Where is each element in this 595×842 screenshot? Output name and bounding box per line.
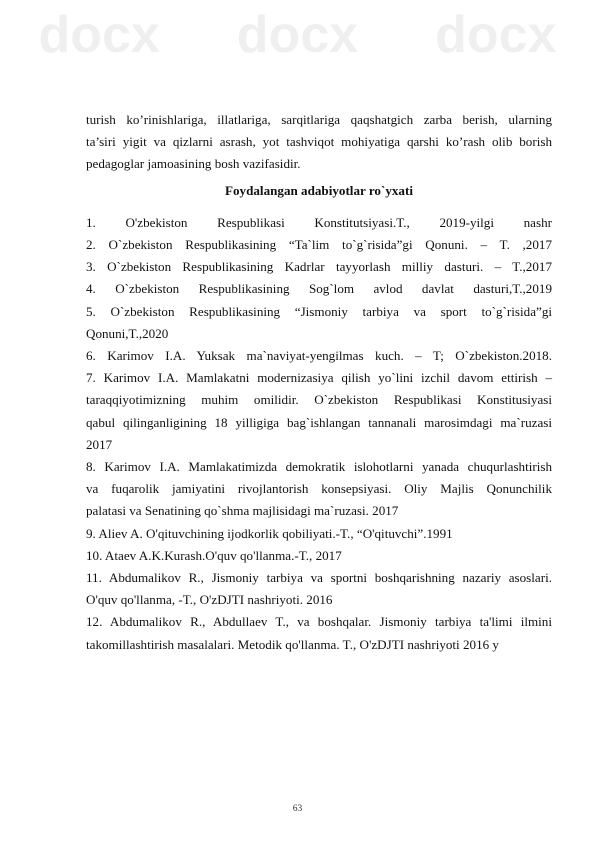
intro-line: turish ko’rinishlariga, illatlariga, sarqitlariga qaqshatgich zarba berish, ularning bbox=[86, 112, 552, 127]
reference-line: palatasi va Senatining qo`shma majlisidagi ma`ruzasi. 2017 bbox=[86, 503, 399, 519]
reference-line: 11. Abdumalikov R., Jismoniy tarbiya va sportni boshqarishning nazariy asoslari. bbox=[86, 570, 552, 586]
reference-line: 7. Karimov I.A. Mamlakatni modernizasiya qilish yo`lini izchil davom ettirish – bbox=[86, 370, 552, 386]
watermark-text: docx bbox=[435, 6, 557, 64]
watermark bbox=[0, 0, 595, 70]
reference-line: 6. Karimov I.A. Yuksak ma`naviyat-yengilmas kuch. – T; O`zbekiston.2018. bbox=[86, 348, 552, 364]
reference-line: 8. Karimov I.A. Mamlakatimizda demokratik islohotlarni yanada chuqurlashtirish bbox=[86, 459, 552, 475]
reference-line: 9. Aliev A. O'qituvchining ijodkorlik qobiliyati.-T., “O'qituvchi”.1991 bbox=[86, 525, 453, 541]
intro-line: pedagoglar jamoasining bosh vazifasidir. bbox=[86, 156, 301, 172]
references-list bbox=[86, 212, 552, 656]
reference-line: O'quv qo'llanma, -T., O'zDJTI nashriyoti. 2016 bbox=[86, 592, 333, 608]
references-title: Foydalangan adabiyotlar ro`yxati bbox=[225, 182, 413, 198]
watermark-text: docx bbox=[236, 6, 359, 64]
reference-line: 4. O`zbekiston Respublikasining Sog`lom avlod davlat dasturi,T.,2019 bbox=[86, 281, 552, 297]
reference-line: 5. O`zbekiston Respublikasining “Jismoniy tarbiya va sport to`g`risida”gi bbox=[86, 303, 552, 319]
reference-line: takomillashtirish masalalari. Metodik qo'llanma. T., O'zDJTI nashriyoti 2016 y bbox=[86, 636, 499, 652]
reference-line: 2. O`zbekiston Respublikasining “Ta`lim to`g`risida”gi Qonuni. – T. ,2017 bbox=[86, 237, 552, 253]
reference-line: 3. O`zbekiston Respublikasining Kadrlar tayyorlash milliy dasturi. – T.,2017 bbox=[86, 259, 552, 275]
reference-line: 10. Ataev A.K.Kurash.O'quv qo'llanma.-T., 2017 bbox=[86, 547, 342, 563]
text-body bbox=[86, 109, 552, 656]
reference-line: 2017 bbox=[86, 436, 113, 452]
reference-line: 12. Abdumalikov R., Abdullaev T., va boshqalar. Jismoniy tarbiya ta'limi ilmini bbox=[86, 614, 552, 630]
reference-line: va fuqarolik jamiyatini rivojlantorish konsepsiyasi. Oliy Majlis Qonunchilik bbox=[86, 481, 552, 497]
intro-line: ta’siri yigit va qizlarni asrash, yot tashviqot mohiyatiga qarshi ko’rash olib borish bbox=[86, 134, 552, 150]
page-number: 63 bbox=[292, 804, 303, 814]
watermark-text: docx bbox=[38, 6, 160, 64]
reference-line: 1. O'zbekiston Respublikasi Konstitutsiyasi.T., 2019-yilgi nashr bbox=[86, 214, 552, 230]
reference-line: taraqqiyotimizning muhim omilidir. O`zbekiston Respublikasi Konstitusiyasi bbox=[86, 392, 552, 408]
reference-line: qabul qilinganligining 18 yilligiga bag`ishlangan tannanali marosimdagi ma`ruzasi bbox=[86, 414, 552, 430]
reference-line: Qonuni,T.,2020 bbox=[86, 325, 169, 341]
